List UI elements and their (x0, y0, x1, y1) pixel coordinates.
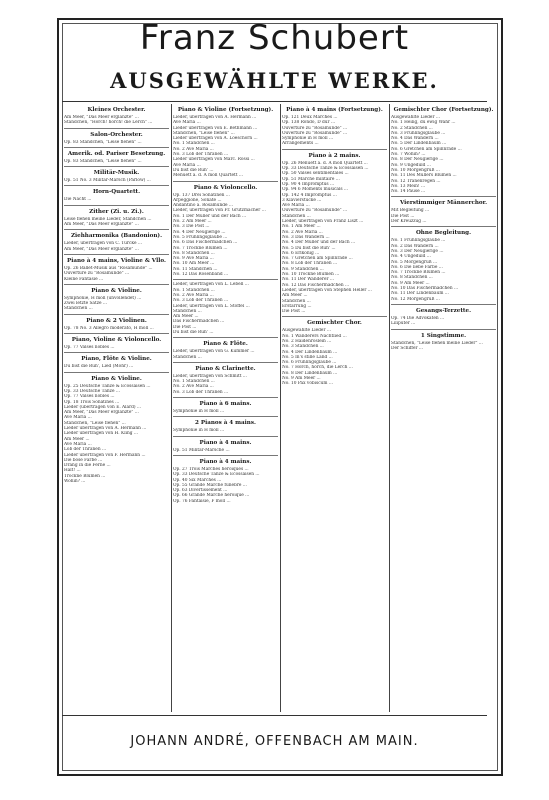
section-divider (64, 314, 169, 315)
catalog-entry: Lieder (übertragen von E. Alard) ... (64, 404, 142, 410)
catalog-entry: No. 9 Ave Maria ... (173, 256, 214, 262)
section-heading: Kleines Orchester. (87, 107, 146, 113)
catalog-entry: Op. 90 4 Impromptus ... (282, 181, 335, 187)
section-heading: Zither (Zi. u. Zi.). (89, 208, 144, 215)
catalog-entry: No. 5 Frühlingsglaube ... (173, 234, 228, 240)
catalog-entry: Ständchen, "Leise flehen" ... (64, 420, 126, 426)
catalog-entry: No. 1 Ständchen ... (173, 141, 215, 147)
catalog-entry: Op. 26 Ballet-Musik aus "Rosamunde" ... (64, 265, 153, 271)
catalog-entry: No. 3 Frühlingsglaube ... (391, 130, 446, 136)
section-heading: Salon-Orchester. (90, 131, 143, 138)
catalog-entry: Lob der Thränen ... (64, 447, 107, 453)
catalog-entry: Am Meer ... (173, 314, 199, 320)
catalog-entry: Am Meer, "Das Meer erglänzte" ... (64, 115, 139, 120)
catalog-entry: Op. 50 Valses sentimentales ... (282, 171, 349, 177)
catalog-entry: Ave Maria ... (282, 203, 310, 209)
catalog-entry: Symphonie, H moll (unvollendet) ... (64, 295, 142, 301)
catalog-entry: No. 7 Horch, horch, die Lerch ... (282, 365, 353, 371)
catalog-entry: Du bist die Ruh' ... (173, 167, 214, 173)
catalog-entry: Op. 63 Divertissement ... (173, 488, 228, 494)
catalog-entry: No. 3 Lob der Thränen ... (173, 298, 229, 304)
catalog-entry: No. 2 Am Meer ... (173, 219, 212, 225)
catalog-entry: No. 3 Lob der Thränen ... (173, 389, 229, 395)
catalog-entry: Am Meer ... (282, 293, 308, 299)
catalog-entry: No. 4 Das Wandern ... (391, 136, 439, 142)
section-divider (173, 362, 278, 363)
section-heading: Piano & Violoncello. (193, 184, 258, 191)
catalog-entry: Arpeggione, Sonate ... (173, 197, 222, 203)
section-heading: Piano & Violine. (91, 287, 142, 294)
catalog-entry: No. 2 Ave Maria ... (173, 292, 214, 298)
catalog-entry: No. 2 Ave Maria ... (173, 146, 214, 152)
catalog-entry: Lieder übertragen von Marc. Rossi ... (173, 157, 255, 163)
section-divider (64, 166, 169, 167)
section-heading: Ziehharmonika (Bandonion). (70, 233, 163, 240)
catalog-entry: Du bist die Ruh' ... (173, 329, 214, 335)
catalog-entry: No. 11 Der Wanderer ... (282, 277, 335, 283)
catalog-entry: Symphonie in H moll ... (282, 136, 334, 142)
catalog-entry: No. 6 Erlkönig ... (282, 250, 320, 256)
catalog-entry: No. 7 Wohin? ... (391, 152, 426, 158)
catalog-entry: Op. 33 Deutsche Tänze & Ecossaisen ... (173, 472, 260, 478)
catalog-entry: No. 3 Die Post ... (173, 224, 210, 230)
catalog-entry: Wohin? ... (64, 478, 86, 484)
catalog-entry: No. 6 Das Fischermädchen ... (173, 240, 238, 246)
catalog-entry: No. 7 Trockne Blumen ... (391, 270, 446, 276)
section-heading: Piano & Violine. (91, 375, 142, 382)
catalog-entry: No. 3 Ständchen ... (282, 344, 324, 350)
section-heading: Horn-Quartett. (92, 189, 141, 196)
collection-title: AUSGEWÄHLTE WERKE. (110, 68, 439, 93)
section-divider (173, 397, 278, 398)
section-divider (64, 128, 169, 129)
section-heading: Piano à 4 mains, Violine & Vllo. (67, 257, 166, 264)
section-heading: Piano & Violine (Fortsetzung). (177, 107, 274, 113)
catalog-entry: Die Nacht ... (64, 197, 92, 203)
catalog-entry: No. 5 Morgengruß ... (391, 259, 438, 265)
catalog-entry: No. 7 Gretchen am Spinnrade ... (282, 256, 353, 262)
catalog-entry: 3 Klavierstücke ... (282, 197, 322, 203)
catalog-entry: No. 10 Trockne Blumen ... (282, 272, 340, 278)
catalog-entry: Op. 33 Deutsche Tänze ... (64, 388, 120, 394)
catalog-entry: Ständchen ... (282, 298, 311, 304)
catalog-entry: No. 11 Ständchen ... (173, 266, 218, 272)
catalog-entry: Die böse Farbe ... (64, 457, 103, 463)
catalog-entry: No. 12 Das Rosenband ... (173, 272, 229, 278)
catalog-entry: Op. 51 No. 3 Militär-Marsch (Parlow) ... (64, 178, 151, 184)
catalog-entry: Op. 40 Six Marches ... (173, 477, 222, 483)
catalog-entry: Zwei letzte Sätze ... (64, 301, 107, 307)
section-divider (64, 284, 169, 285)
catalog-entry: Lieder, übertragen von L. Lebell ... (173, 282, 249, 288)
catalog-entry: No. 1 Wanderers Nachtlied ... (282, 333, 347, 339)
section-divider (64, 372, 169, 373)
catalog-entry: Ständchen, "Leise flehen" ... (173, 130, 235, 136)
catalog-entry: Ouverture zu "Rosamunde" ... (282, 130, 348, 136)
section-divider (64, 229, 169, 230)
section-divider (391, 196, 496, 197)
catalog-entry: Op. 55 Grande Marche funèbre ... (173, 482, 247, 488)
catalog-entry: Ständchen ... (173, 354, 202, 360)
catalog-entry: Op. 138 Rondo, D dur ... (282, 120, 336, 126)
catalog-entry: Op. 33 Deutsche Tänze & Ecossaisen ... (282, 166, 369, 172)
section-divider (391, 304, 496, 305)
section-divider (173, 279, 278, 280)
catalog-entry: Op. 121 Deux Marches ... (282, 115, 338, 120)
catalog-entry: Ouverture zu "Rosamunde" ... (282, 208, 348, 214)
catalog-entry: No. 4 Der Müller und der Bach ... (282, 240, 356, 246)
catalog-entry: No. 12 Morgengruß ... (391, 296, 440, 302)
catalog-entry: No. 1 Am Meer ... (282, 224, 321, 230)
catalog-entry: Op. 18 Trois Sonatines ... (64, 399, 120, 405)
catalog-entry: No. 1 Ständchen ... (173, 379, 215, 385)
catalog-entry: No. 9 Ständchen ... (282, 266, 324, 272)
catalog-entry: Du bist die Ruh', Lied (Mohr) ... (64, 364, 134, 370)
composer-name: Franz Schubert (139, 18, 410, 58)
catalog-entry: Ausgewählte Lieder ... (282, 328, 331, 334)
catalog-entry: No. 3 Lob der Thränen ... (173, 152, 229, 158)
catalog-entry: Symphonie in H moll ... (173, 409, 225, 415)
catalog-entry: Lieder, übertragen von G. Kummer ... (173, 349, 255, 355)
catalog-entry: No. 9 Am Meer ... (282, 376, 321, 382)
catalog-entry: Op. 51 Marche militaire ... (282, 176, 340, 182)
catalog-entry: Lieder übertragen von A. Hermann ... (64, 426, 147, 432)
catalog-entry: No. 5 In's stille Land ... (282, 354, 333, 360)
catalog-entry: Leise flehen meine Lieder, Ständchen ... (64, 216, 152, 222)
catalog-entry: Halt! ... (64, 468, 81, 474)
catalog-entry: Ständchen, "Horch! horch! die Lerch" ... (64, 120, 153, 126)
catalog-entry: Am Meer, "Das Meer erglänzte" ... (64, 246, 139, 252)
catalog-entry: No. 4 Der Lindenbaum ... (282, 349, 338, 355)
catalog-entry: Lieder übertragen von E. Bethmann ... (173, 125, 258, 131)
catalog-entry: Die Post ... (282, 309, 306, 315)
catalog-entry: Op. 26 Menuett a. d. A moll Quartett ... (282, 160, 368, 166)
catalog-entry: Ständchen ... (282, 213, 311, 219)
catalog-entry: Op. 94 6 Moments musicals ... (282, 187, 349, 193)
section-divider (173, 436, 278, 437)
catalog-entry: Op. 66 Grande Marche héroïque ... (173, 493, 250, 499)
catalog-entry: Op. 83 Ständchen, "Leise flehen" ... (64, 139, 142, 145)
catalog-entry: Op. 74 Die Advokaten ... (391, 315, 445, 321)
catalog-entry: Ständchen, "Leise flehen meine Lieder" ... (391, 340, 483, 346)
catalog-entry: Ständchen ... (64, 306, 93, 312)
catalog-entry: No. 1 Heilig, du ewig Wahr ... (391, 120, 456, 126)
catalog-entry: Op. 137 Drei Sonatinen ... (173, 192, 230, 198)
catalog-entry: Op. 77 Valses nobles ... (64, 345, 115, 351)
catalog-entry: Lieder, übertragen von Stephen Heller ... (282, 287, 372, 293)
catalog-entry: No. 1 Der Müller und der Bach ... (173, 213, 247, 219)
section-heading: Vierstimmiger Männerchor. (399, 200, 488, 207)
section-heading: Piano à 4 mains. (199, 458, 252, 465)
catalog-entry: No. 5 Der Lindenbaum ... (391, 141, 447, 147)
section-heading: Piano, Flöte & Violine. (81, 356, 152, 363)
catalog-entry: Lieder übertragen von H. Kling ... (64, 431, 138, 437)
catalog-entry: Die Post ... (391, 213, 415, 219)
section-heading: Piano à 2 mains. (308, 152, 361, 159)
catalog-entry: Op. 77 Valses nobles ... (64, 394, 115, 400)
catalog-entry: Arrangements ... (282, 141, 319, 147)
catalog-entry: No. 6 Frühlingsglaube ... (282, 360, 337, 366)
catalog-entry: No. 8 Ständchen ... (173, 250, 215, 256)
section-divider (64, 147, 169, 148)
catalog-entry: Op. 83 Ständchen, "Leise flehen" ... (64, 158, 142, 164)
catalog-entry: Op. 76 Fantaisie, F moll ... (173, 498, 231, 504)
section-divider (64, 185, 169, 186)
section-heading: Piano à 4 mains. (199, 439, 252, 446)
section-heading: Gesangs-Terzette. (415, 307, 472, 314)
catalog-entry: Menuett a. d. A moll Quartett ... (173, 173, 243, 179)
catalog-entry: Op. 25 Deutsche Tänze & Ecossaisen ... (64, 383, 151, 389)
catalog-entry: Der Schiffer ... (391, 345, 424, 351)
catalog-column-2 (173, 104, 278, 712)
section-heading: Piano à 4 mains (Fortsetzung). (286, 107, 383, 113)
section-heading: Piano & 2 Violinen. (86, 317, 147, 324)
catalog-entry: Lieder, übertragen von L. Stoffel ... (173, 303, 250, 309)
catalog-entry: No. 8 Ständchen ... (391, 275, 433, 281)
catalog-entry: No. 12 Tränenregen ... (391, 178, 441, 184)
top-rule (62, 101, 487, 102)
catalog-entry: Lieder, übertragen von A. Hermann ... (173, 115, 257, 120)
catalog-entry: Op. 142 4 Impromptus ... (282, 192, 337, 198)
section-heading: 2 Pianos à 4 mains. (195, 420, 256, 427)
section-divider (391, 329, 496, 330)
catalog-entry: Drang in die Ferne ... (64, 463, 111, 469)
section-heading: Amerik. od. Pariser Besetzung. (67, 150, 166, 157)
section-divider (64, 352, 169, 353)
catalog-entry: Kleine Fantasie ... (64, 276, 104, 282)
catalog-entry: Ave Maria ... (173, 162, 201, 168)
catalog-entry: Ouverture zu "Rosamunde" ... (282, 125, 348, 131)
catalog-entry: Der Kreuzzug ... (391, 219, 427, 225)
catalog-entry: Am Meer ... (64, 436, 90, 442)
catalog-entry: Lieder, übertragen von Fr. Grützmacher ... (173, 208, 266, 214)
catalog-entry: Andantino a. Rosamunde ... (173, 203, 234, 209)
catalog-entry: Ave Maria ... (64, 415, 92, 421)
bottom-rule (62, 715, 487, 716)
section-heading: Piano & Clarinette. (195, 365, 256, 372)
catalog-entry: No. 11 Der Lindenbaum ... (391, 291, 449, 297)
section-heading: Gemischter Chor. (307, 320, 362, 327)
catalog-entry: No. 2 Ave Maria ... (282, 229, 323, 235)
section-heading: 1 Singstimme. (420, 332, 467, 339)
catalog-entry: No. 5 Du bist die Ruh' ... (282, 245, 336, 251)
section-heading: Piano & Flöte. (203, 341, 248, 348)
publisher-imprint: JOHANN ANDRÉ, OFFENBACH AM MAIN. (130, 734, 419, 749)
catalog-entry: Op. 51 Militär-Märsche ... (173, 447, 230, 453)
catalog-entry: No. 10 Am Meer ... (173, 261, 215, 267)
catalog-entry: No. 2 Ave Maria ... (173, 384, 214, 390)
catalog-entry: No. 2 Ständchen ... (391, 125, 433, 131)
catalog-entry: Trockne Blumen ... (64, 473, 106, 479)
section-divider (64, 333, 169, 334)
catalog-entry: Lieder, übertragen von Franz Liszt ... (282, 219, 364, 225)
catalog-entry: No. 10 Das Fischermädchen ... (391, 286, 459, 292)
catalog-entry: No. 2 Haidenröslein ... (282, 338, 332, 344)
catalog-entry: No. 10 Pax vobiscum ... (282, 381, 333, 387)
catalog-entry: No. 7 Trockne Blumen ... (173, 245, 228, 251)
catalog-entry: No. 4 Ungeduld ... (391, 254, 431, 260)
section-divider (173, 455, 278, 456)
section-heading: Gemischter Chor (Fortsetzung). (393, 107, 494, 113)
catalog-entry: Symphonie in H moll ... (173, 428, 225, 434)
catalog-entry: Ave Maria ... (64, 441, 92, 447)
catalog-entry: Die Post ... (173, 324, 197, 330)
catalog-entry: Op. 78 No. 3 Allegro moderato, H moll ... (64, 325, 154, 331)
section-divider (282, 316, 387, 317)
catalog-entry: No. 9 Ungeduld ... (391, 162, 431, 168)
catalog-entry: Erstarrung ... (282, 303, 312, 309)
catalog-entry: No. 11 Des Müllers Blumen ... (391, 173, 457, 179)
catalog-entry: No. 8 Der Neugierige ... (391, 157, 444, 163)
section-heading: Piano à 6 mains. (199, 401, 252, 408)
catalog-entry: No. 3 Der Neugierige ... (391, 248, 444, 254)
section-heading: Militär-Musik. (93, 170, 140, 177)
catalog-column-3 (282, 104, 387, 712)
catalog-entry: No. 9 Am Meer ... (391, 280, 430, 286)
catalog-entry: No. 1 Ständchen ... (173, 287, 215, 293)
catalog-column-1 (64, 104, 169, 712)
section-divider (282, 149, 387, 150)
catalog-entry: No. 2 Das Wandern ... (391, 243, 439, 249)
catalog-entry: No. 8 Der Lindenbaum ... (282, 370, 338, 376)
catalog-entry: No. 4 Der Neugierige ... (173, 229, 226, 235)
catalog-entry: Lieder, übertragen von Schmitt ... (173, 373, 247, 379)
catalog-column-4 (391, 104, 496, 712)
catalog-entry: No. 13 Mein! ... (391, 183, 426, 189)
catalog-entry: No. 8 Lob der Thränen ... (282, 261, 338, 267)
section-divider (173, 337, 278, 338)
catalog-entry: Am Meer, "Das Meer erglänzte" ... (64, 222, 139, 228)
catalog-entry: Das Fischermädchen ... (173, 319, 225, 325)
catalog-entry: No. 10 Morgengruß ... (391, 167, 440, 173)
catalog-entry: No. 6 Die liebe Farbe ... (391, 264, 443, 270)
catalog-entry: No. 1 Frühlingsglaube ... (391, 238, 446, 244)
section-heading: Piano, Violine & Violoncello. (71, 337, 162, 344)
section-divider (173, 416, 278, 417)
catalog-entry: No. 6 Gretchen am Spinnrade ... (391, 146, 462, 152)
catalog-entry: Ouverture zu "Rosamunde" ... (64, 271, 130, 277)
catalog-entry: No. 3 Das Wandern ... (282, 234, 330, 240)
catalog-entry: Ständchen ... (173, 308, 202, 314)
catalog-entry: Ave Maria ... (173, 120, 201, 126)
catalog-entry: Op. 27 Trois Marches héroïques ... (173, 466, 249, 472)
catalog-entry: No. 14 Pause ... (391, 189, 426, 195)
catalog-entry: Am Meer, "Das Meer erglänzte" ... (64, 410, 139, 416)
section-divider (64, 205, 169, 206)
catalog-entry: Lieder übertragen von F. Hermann ... (64, 452, 146, 458)
catalog-entry: Lieder übertragen von A. Loeschorn ... (173, 136, 258, 142)
catalog-entry: Ausgewählte Lieder ... (391, 115, 440, 120)
catalog-entry: Mit Begleitung ... (391, 208, 430, 214)
section-divider (173, 181, 278, 182)
catalog-entry: Liliputer ... (391, 321, 416, 327)
catalog-entry: Lieder, übertragen von C. Türcke ... (64, 241, 142, 247)
section-divider (391, 226, 496, 227)
catalog-entry: No. 12 Das Fischermädchen ... (282, 282, 350, 288)
section-divider (64, 254, 169, 255)
section-heading: Ohne Begleitung. (415, 230, 472, 237)
catalog-columns (62, 104, 498, 712)
